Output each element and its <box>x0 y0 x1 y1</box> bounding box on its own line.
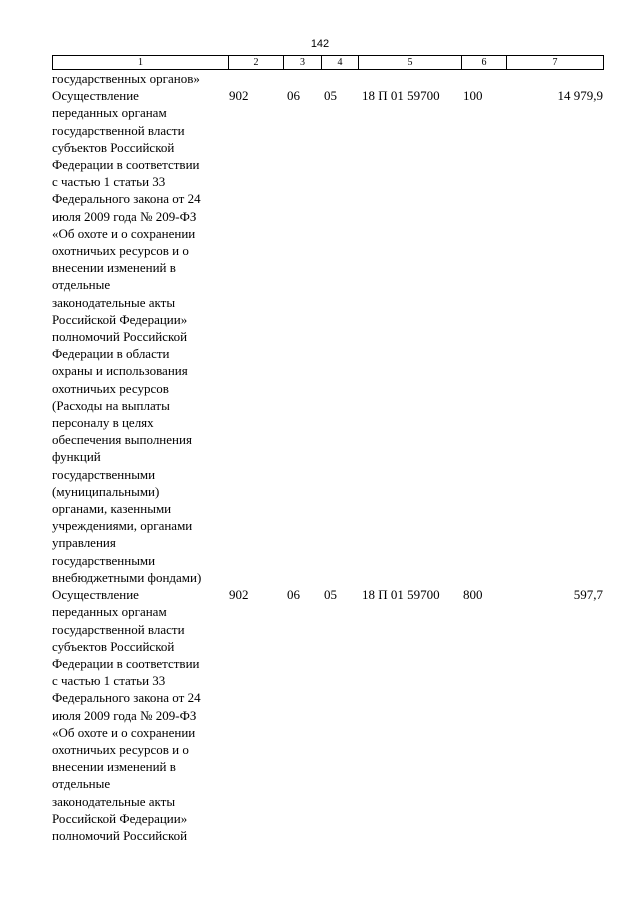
description-line: субъектов Российской <box>52 638 175 654</box>
description-line: Федерального закона от 24 <box>52 690 201 706</box>
description-line: внебюджетными фондами) <box>52 569 202 585</box>
description-line: охотничьих ресурсов и о <box>52 741 189 757</box>
description-line: полномочий Российской <box>52 329 188 345</box>
budget-table <box>52 70 603 844</box>
header-col-1: 1 <box>53 56 229 70</box>
description-line: субъектов Российской <box>52 139 175 155</box>
section-code <box>283 70 321 87</box>
subsection-code <box>321 70 358 87</box>
description-line: Федерального закона от 24 <box>52 191 201 207</box>
subsection-code: 05 <box>324 587 337 603</box>
page-number: 142 <box>310 38 330 50</box>
amount <box>506 70 603 87</box>
description-line: персоналу в целях <box>52 415 154 431</box>
expense-type-code: 100 <box>463 88 483 104</box>
description-line: отдельные <box>52 776 111 792</box>
header-col-3: 3 <box>284 56 322 70</box>
description-line: внесении изменений в <box>52 260 176 276</box>
description-line: государственных органов» <box>52 71 200 86</box>
table-row <box>52 586 603 844</box>
expense-type-code <box>461 70 506 87</box>
row-description <box>52 70 228 87</box>
row-description <box>52 87 228 586</box>
description-line: переданных органам <box>52 105 167 121</box>
description-line: с частью 1 статьи 33 <box>52 174 166 190</box>
description-line: Российской Федерации» <box>52 311 188 327</box>
description-line: переданных органам <box>52 604 167 620</box>
target-article-code: 18 П 01 59700 <box>362 88 440 104</box>
section-code: 06 <box>287 587 300 603</box>
ministry-code: 902 <box>229 88 249 104</box>
description-line: управления <box>52 535 116 551</box>
table-body <box>52 70 603 844</box>
ministry-code <box>228 70 283 87</box>
description-line: учреждениями, органами <box>52 518 193 534</box>
row-description <box>52 586 228 844</box>
description-line: охотничьих ресурсов <box>52 380 169 396</box>
table-row <box>52 87 603 586</box>
description-line: полномочий Российской <box>52 827 188 843</box>
table-row <box>52 70 603 87</box>
description-line: (муниципальными) <box>52 483 160 499</box>
header-col-7: 7 <box>507 56 604 70</box>
description-line: июля 2009 года № 209-ФЗ <box>52 208 197 224</box>
description-line: «Об охоте и о сохранении <box>52 225 196 241</box>
header-col-5: 5 <box>359 56 462 70</box>
description-line: функций <box>52 449 101 465</box>
description-line: охраны и использования <box>52 363 188 379</box>
expense-type-code: 800 <box>463 587 483 603</box>
header-col-4: 4 <box>322 56 359 70</box>
description-line: отдельные <box>52 277 111 293</box>
amount: 597,7 <box>573 587 603 603</box>
description-line: Федерации в области <box>52 346 170 362</box>
table-header <box>52 55 604 70</box>
header-col-2: 2 <box>229 56 284 70</box>
description-line: Федерации в соответствии <box>52 157 200 173</box>
target-article-code: 18 П 01 59700 <box>362 587 440 603</box>
amount: 14 979,9 <box>557 88 603 104</box>
description-line: (Расходы на выплаты <box>52 397 170 413</box>
description-line: законодательные акты <box>52 793 176 809</box>
description-line: внесении изменений в <box>52 759 176 775</box>
description-line: Российской Федерации» <box>52 810 188 826</box>
description-line: государственной власти <box>52 621 185 637</box>
description-line: законодательные акты <box>52 294 176 310</box>
subsection-code: 05 <box>324 88 337 104</box>
description-line: Федерации в соответствии <box>52 655 200 671</box>
description-line: государственной власти <box>52 122 185 138</box>
header-row <box>53 56 604 70</box>
description-line: государственными <box>52 466 156 482</box>
description-line: Осуществление <box>52 587 139 603</box>
description-line: обеспечения выполнения <box>52 432 192 448</box>
description-line: Осуществление <box>52 88 139 104</box>
description-line: «Об охоте и о сохранении <box>52 724 196 740</box>
ministry-code: 902 <box>229 587 249 603</box>
description-line: органами, казенными <box>52 501 172 517</box>
description-line: охотничьих ресурсов и о <box>52 243 189 259</box>
description-line: государственными <box>52 552 156 568</box>
description-line: июля 2009 года № 209-ФЗ <box>52 707 197 723</box>
description-line: с частью 1 статьи 33 <box>52 673 166 689</box>
target-article-code <box>358 70 461 87</box>
header-col-6: 6 <box>462 56 507 70</box>
section-code: 06 <box>287 88 300 104</box>
